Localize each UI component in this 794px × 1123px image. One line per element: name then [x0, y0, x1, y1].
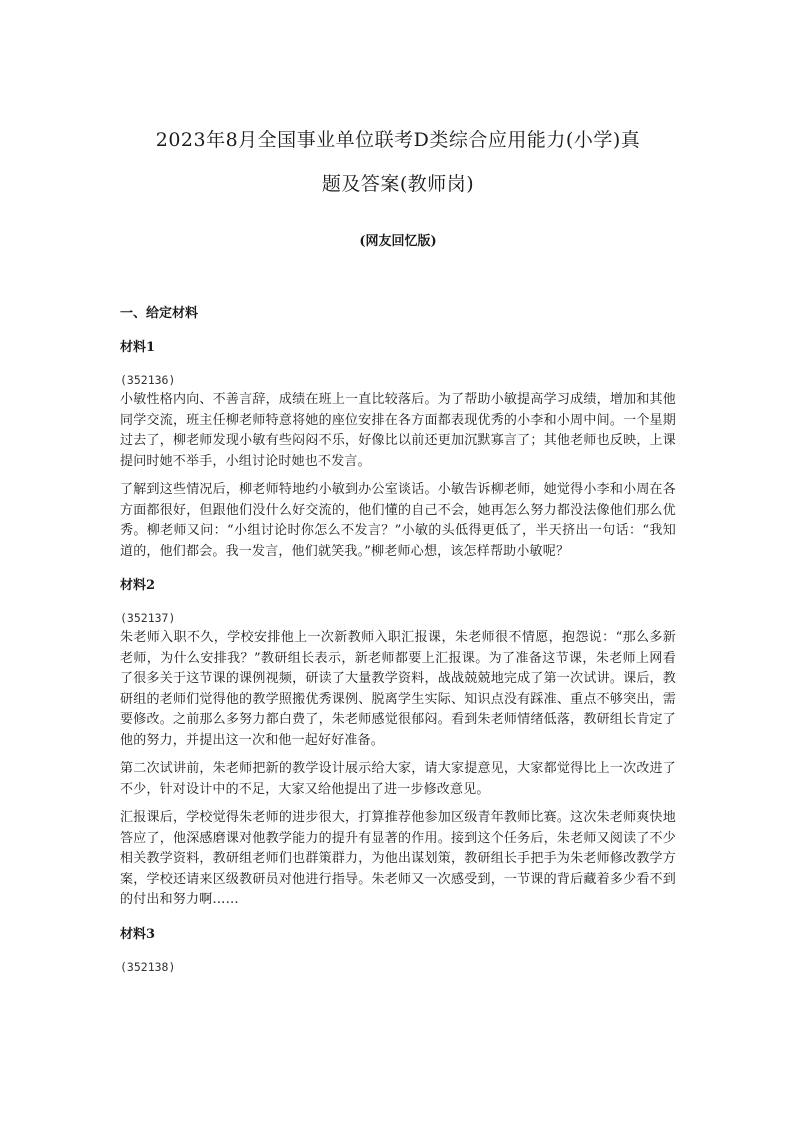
material-body	[120, 628, 676, 911]
material-1	[120, 338, 676, 562]
material-paragraph: 汇报课后，学校觉得朱老师的进步很大，打算推荐他参加区级青年教师比赛。这次朱老师爽快地答应了，他深感磨课对他教学能力的提升有显著的作用。接到这个任务后，朱老师又阅读了不少相关教学资料，教研组老师们也群策群力，为他出谋划策，教研组长手把手为朱老师修改教学方案，学校还请来区级教研员对他进行指导。朱老师又一次感受到，一节课的背后藏着多少看不到的付出和努力啊……	[120, 810, 676, 907]
material-2	[120, 576, 676, 911]
title-line-2: 题及答案(教师岗)	[321, 173, 475, 195]
document-subtitle: (网友回忆版)	[359, 234, 437, 249]
material-heading: 材料3	[120, 926, 156, 942]
title-line-1: 2023年8月全国事业单位联考D类综合应用能力(小学)真	[155, 129, 641, 151]
document-page	[120, 118, 676, 977]
material-paragraph: 朱老师入职不久，学校安排他上一次新教师入职汇报课，朱老师很不情愿，抱怨说：“那么多新老师，为什么安排我？”教研组长表示，新老师都要上汇报课。为了准备这节课，朱老师上网看了很多关于这节课的课例视频，研读了大量教学资料，战战兢兢地完成了第一次试讲。课后，教研组的老师们觉得他的教学照搬优秀课例、脱离学生实际、知识点没有踩准、重点不够突出，需要修改。之前那么多努力都白费了，朱老师感觉很郁闷。看到朱老师情绪低落，教研组长肯定了他的努力，并提出这一次和他一起好好准备。	[120, 630, 676, 748]
material-paragraph: 了解到这些情况后，柳老师特地约小敏到办公室谈话。小敏告诉柳老师，她觉得小李和小周在各方面都很好，但跟他们没什么好交流的，他们懂的自己不会，她再怎么努力都没法像他们那么优秀。柳老师又问：“小组讨论时你怎么不发言？”小敏的头低得更低了，半天挤出一句话：“我知道的，他们都会。我一发言，他们就笑我。”柳老师心想，该怎样帮助小敏呢？	[120, 482, 676, 559]
material-heading: 材料1	[120, 340, 156, 355]
material-3	[120, 925, 676, 977]
section-heading-given-materials: 一、给定材料	[120, 306, 199, 321]
material-paragraph: 小敏性格内向、不善言辞，成绩在班上一直比较落后。为了帮助小敏提高学习成绩，增加和其他同学交流，班主任柳老师特意将她的座位安排在各方面都表现优秀的小李和小周中间。一个星期过去了，柳老师发现小敏有些闷闷不乐，好像比以前还更加沉默寡言了；其他老师也反映，上课提问时她不举手，小组讨论时她也不发言。	[120, 392, 676, 469]
material-id: (352136)	[120, 373, 176, 387]
material-id: (352138)	[120, 959, 176, 974]
material-id: (352137)	[120, 611, 176, 625]
material-paragraph: 第二次试讲前，朱老师把新的教学设计展示给大家，请大家提意见，大家都觉得比上一次改进了不少，针对设计中的不足，大家又给他提出了进一步修改意见。	[120, 761, 676, 797]
document-title	[120, 118, 676, 206]
material-body	[120, 390, 676, 562]
material-heading: 材料2	[120, 578, 156, 593]
